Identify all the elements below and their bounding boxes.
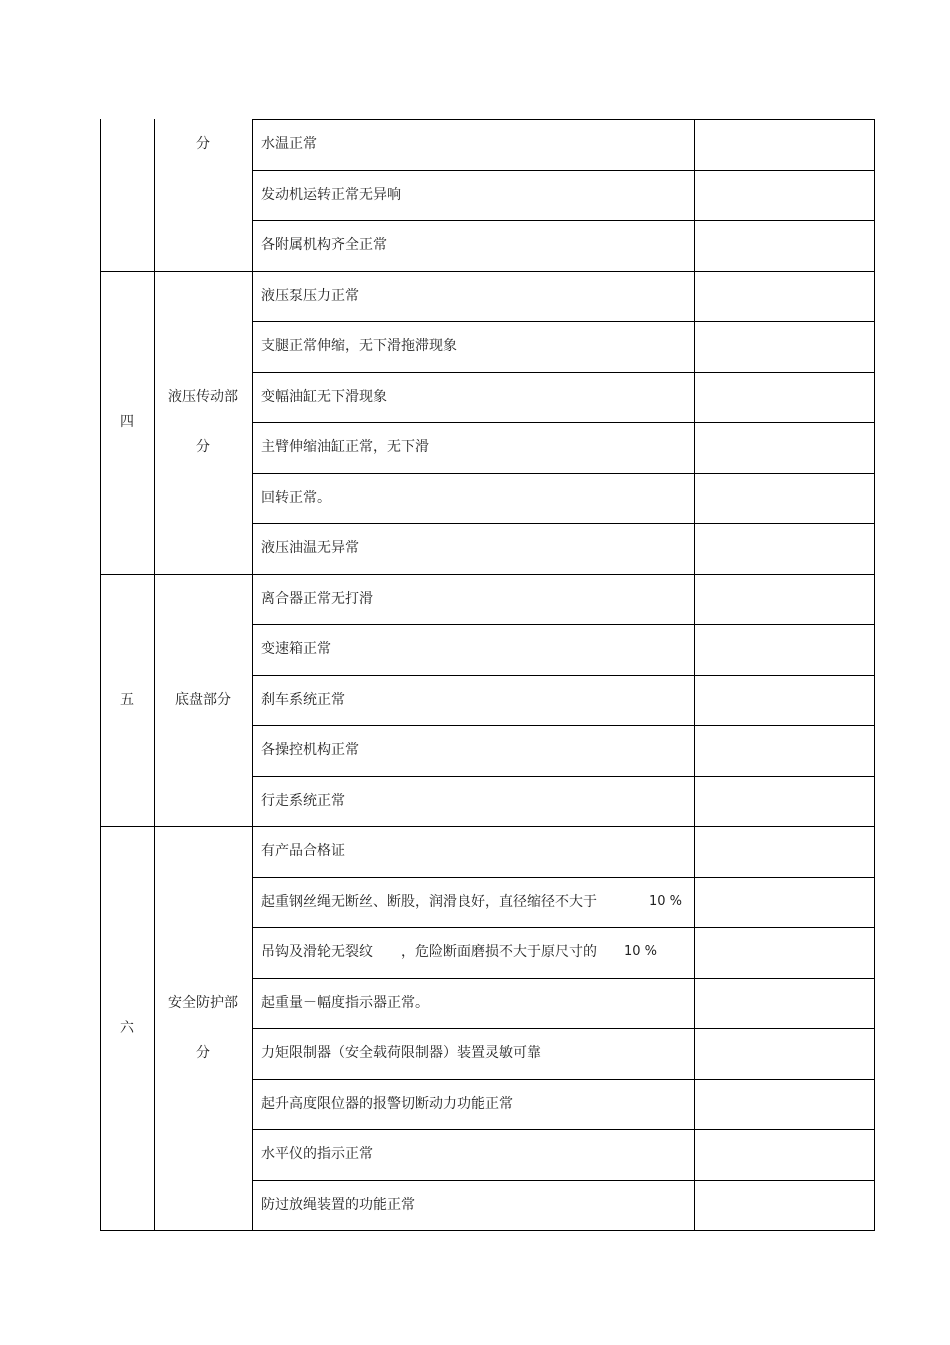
section-number: 六 <box>120 1020 134 1036</box>
inspection-item: 回转正常。 <box>261 489 331 506</box>
section-number: 四 <box>120 414 134 430</box>
section-name-line: 分 <box>196 1045 210 1061</box>
section-name-line: 分 <box>196 136 210 152</box>
table-border-left <box>100 119 101 1231</box>
result-cell[interactable] <box>695 423 873 472</box>
inspection-item: 吊钩及滑轮无裂纹 ，危险断面磨损不大于原尺寸的 <box>261 944 597 961</box>
table-border-bottom <box>100 1230 875 1231</box>
result-cell[interactable] <box>695 120 873 169</box>
inspection-item: 水平仪的指示正常 <box>261 1146 373 1163</box>
result-cell[interactable] <box>695 827 873 876</box>
inspection-item: 离合器正常无打滑 <box>261 590 373 607</box>
result-cell[interactable] <box>695 1130 873 1179</box>
result-cell[interactable] <box>695 979 873 1028</box>
inspection-item: 行走系统正常 <box>261 792 345 809</box>
result-cell[interactable] <box>695 1029 873 1078</box>
result-cell[interactable] <box>695 625 873 674</box>
inspection-item: 力矩限制器（安全载荷限制器）装置灵敏可靠 <box>261 1045 541 1062</box>
inspection-item: 液压泵压力正常 <box>261 287 359 304</box>
section-name-line: 安全防护部 <box>168 995 238 1011</box>
hook-percent-limit: 10 % <box>624 944 658 960</box>
inspection-item: 起升高度限位器的报警切断动力功能正常 <box>261 1095 513 1112</box>
inspection-item: 变幅油缸无下滑现象 <box>261 388 387 405</box>
inspection-item: 防过放绳装置的功能正常 <box>261 1196 415 1213</box>
result-cell[interactable] <box>695 726 873 775</box>
inspection-item: 起重量－幅度指示器正常。 <box>261 994 429 1011</box>
result-cell[interactable] <box>695 322 873 371</box>
result-cell[interactable] <box>695 777 873 826</box>
result-cell[interactable] <box>695 524 873 573</box>
inspection-item: 刹车系统正常 <box>261 691 345 708</box>
result-cell[interactable] <box>695 373 873 422</box>
result-cell[interactable] <box>695 1181 873 1230</box>
section-name-line: 分 <box>196 439 210 455</box>
inspection-item: 水温正常 <box>261 136 317 153</box>
inspection-item: 各附属机构齐全正常 <box>261 237 387 254</box>
inspection-item: 起重钢丝绳无断丝、断股，润滑良好，直径缩径不大于 <box>261 893 597 910</box>
inspection-item: 主臂伸缩油缸正常，无下滑 <box>261 439 429 456</box>
result-cell[interactable] <box>695 676 873 725</box>
inspection-item: 发动机运转正常无异响 <box>261 186 401 203</box>
result-cell[interactable] <box>695 1080 873 1129</box>
result-cell[interactable] <box>695 221 873 270</box>
result-cell[interactable] <box>695 474 873 523</box>
inspection-item: 各操控机构正常 <box>261 742 359 759</box>
table-border-right <box>874 119 875 1231</box>
inspection-item: 支腿正常伸缩，无下滑拖滞现象 <box>261 338 457 355</box>
section-number: 五 <box>120 691 134 708</box>
inspection-item: 有产品合格证 <box>261 843 345 860</box>
result-cell[interactable] <box>695 878 873 927</box>
inspection-item: 变速箱正常 <box>261 641 331 658</box>
result-cell[interactable] <box>695 272 873 321</box>
inspection-item: 液压油温无异常 <box>261 540 359 557</box>
rope-percent-limit: 10 % <box>649 893 683 909</box>
result-cell[interactable] <box>695 928 873 977</box>
section-name-line: 底盘部分 <box>175 691 231 708</box>
section-name-line: 液压传动部 <box>168 389 238 405</box>
result-cell[interactable] <box>695 171 873 220</box>
result-cell[interactable] <box>695 575 873 624</box>
